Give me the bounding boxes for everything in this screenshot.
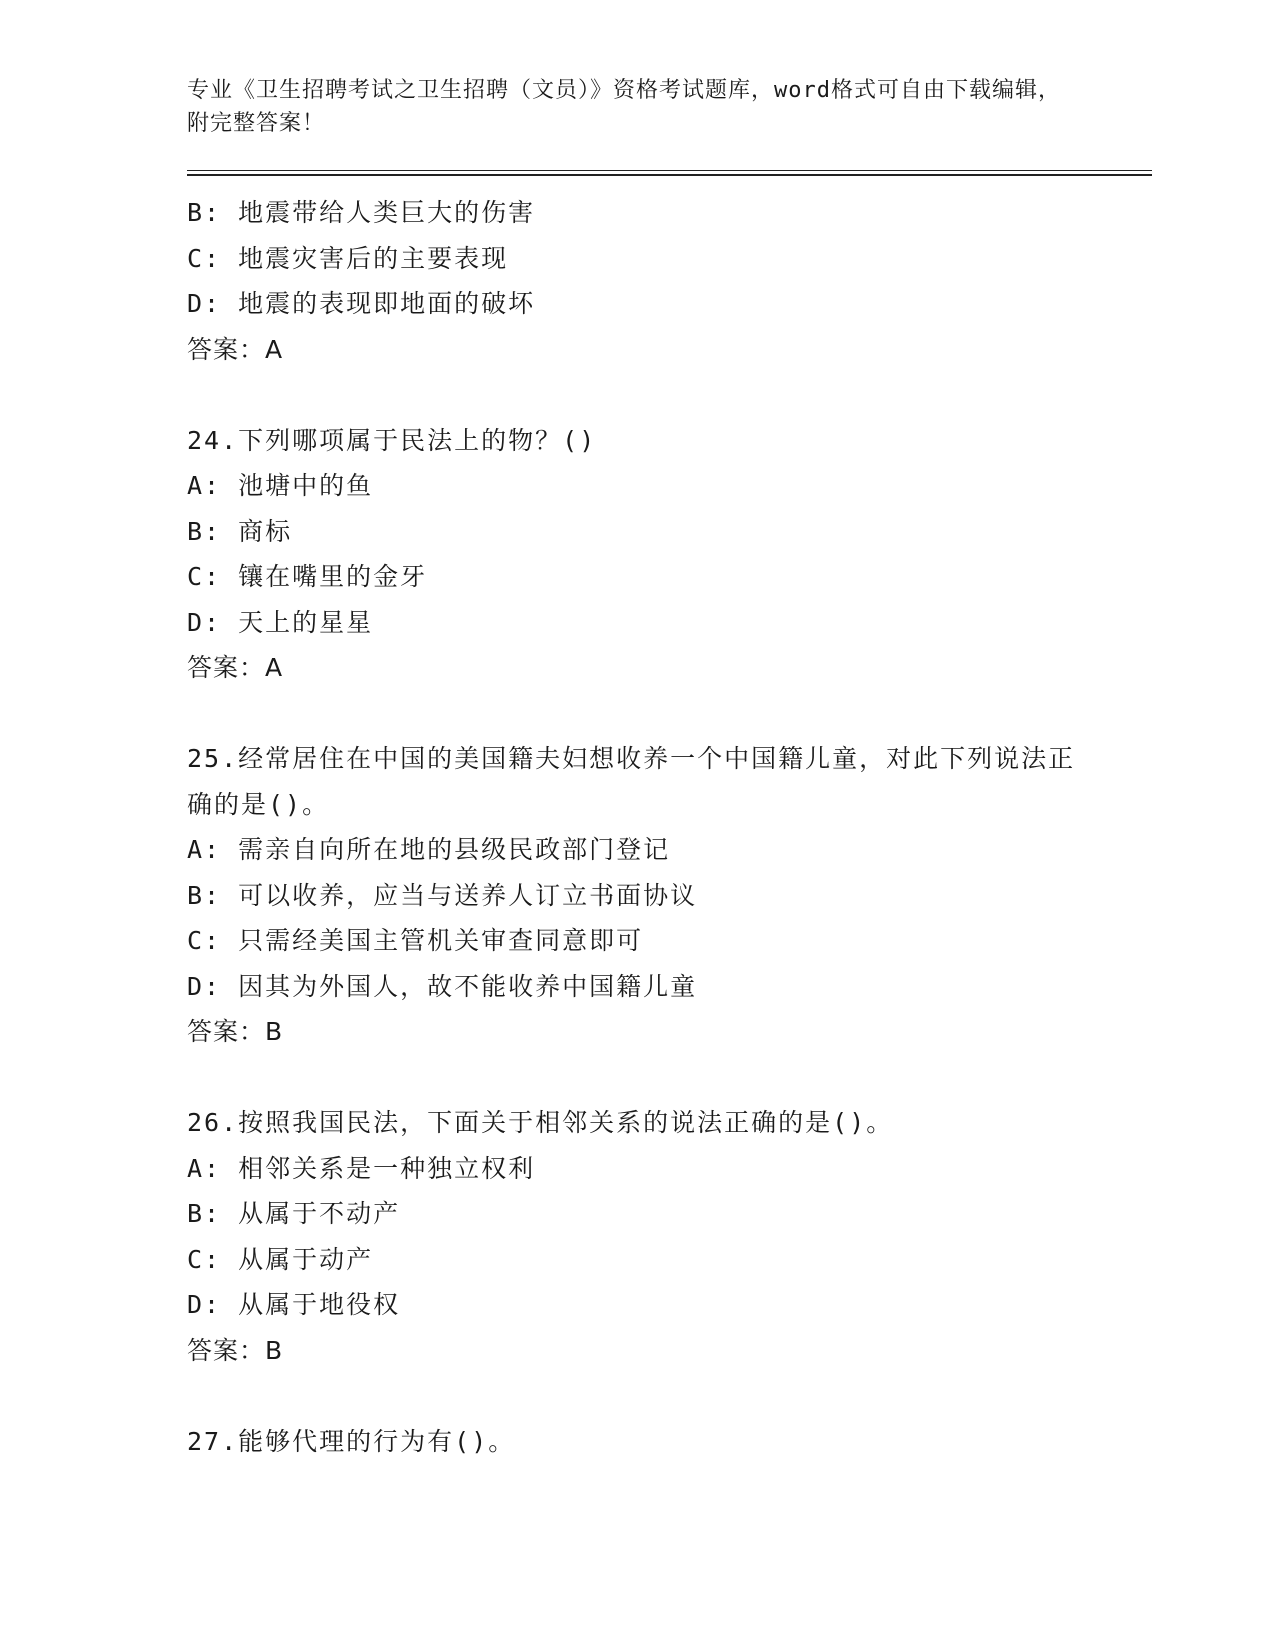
header-rule-thick: [187, 174, 1152, 176]
option-d: D: 天上的星星: [187, 607, 374, 637]
option-d: D: 从属于地役权: [187, 1290, 401, 1319]
question-list: [187, 190, 1077, 1464]
question-item: [187, 1100, 1077, 1373]
option-c: C: 地震灾害后的主要表现: [187, 243, 509, 273]
option-d: D: 地震的表现即地面的破坏: [187, 289, 536, 318]
answer-line: 答案：A: [187, 334, 284, 364]
option-b: B: 商标: [187, 516, 293, 546]
option-a: A: 需亲自向所在地的县级民政部门登记: [187, 835, 671, 864]
question-item: [187, 1419, 1077, 1465]
header-rule-thin: [187, 170, 1152, 171]
document-header: 专业《卫生招聘考试之卫生招聘（文员）》资格考试题库，word格式可自由下载编辑，附完整答案！: [187, 78, 1061, 136]
question-text: 26.按照我国民法，下面关于相邻关系的说法正确的是()。: [187, 1108, 894, 1137]
answer-line: 答案：B: [187, 1017, 284, 1046]
question-text: 27.能够代理的行为有()。: [187, 1426, 516, 1456]
question-item: [187, 736, 1077, 1055]
option-b: B: 地震带给人类巨大的伤害: [187, 198, 536, 227]
option-b: B: 从属于不动产: [187, 1199, 401, 1228]
question-partial: [187, 190, 1077, 372]
option-c: C: 只需经美国主管机关审查同意即可: [187, 926, 644, 955]
answer-line: 答案：B: [187, 1335, 284, 1365]
option-d: D: 因其为外国人，故不能收养中国籍儿童: [187, 971, 698, 1001]
option-b: B: 可以收养，应当与送养人订立书面协议: [187, 880, 698, 910]
question-text: 24.下列哪项属于民法上的物？(): [187, 425, 597, 455]
option-c: C: 从属于动产: [187, 1244, 374, 1274]
answer-line: 答案：A: [187, 653, 284, 682]
option-a: A: 相邻关系是一种独立权利: [187, 1153, 536, 1183]
option-a: A: 池塘中的鱼: [187, 471, 374, 500]
question-text: 25.经常居住在中国的美国籍夫妇想收养一个中国籍儿童，对此下列说法正确的是()。: [187, 744, 1076, 819]
question-item: [187, 418, 1077, 691]
option-c: C: 镶在嘴里的金牙: [187, 562, 428, 591]
